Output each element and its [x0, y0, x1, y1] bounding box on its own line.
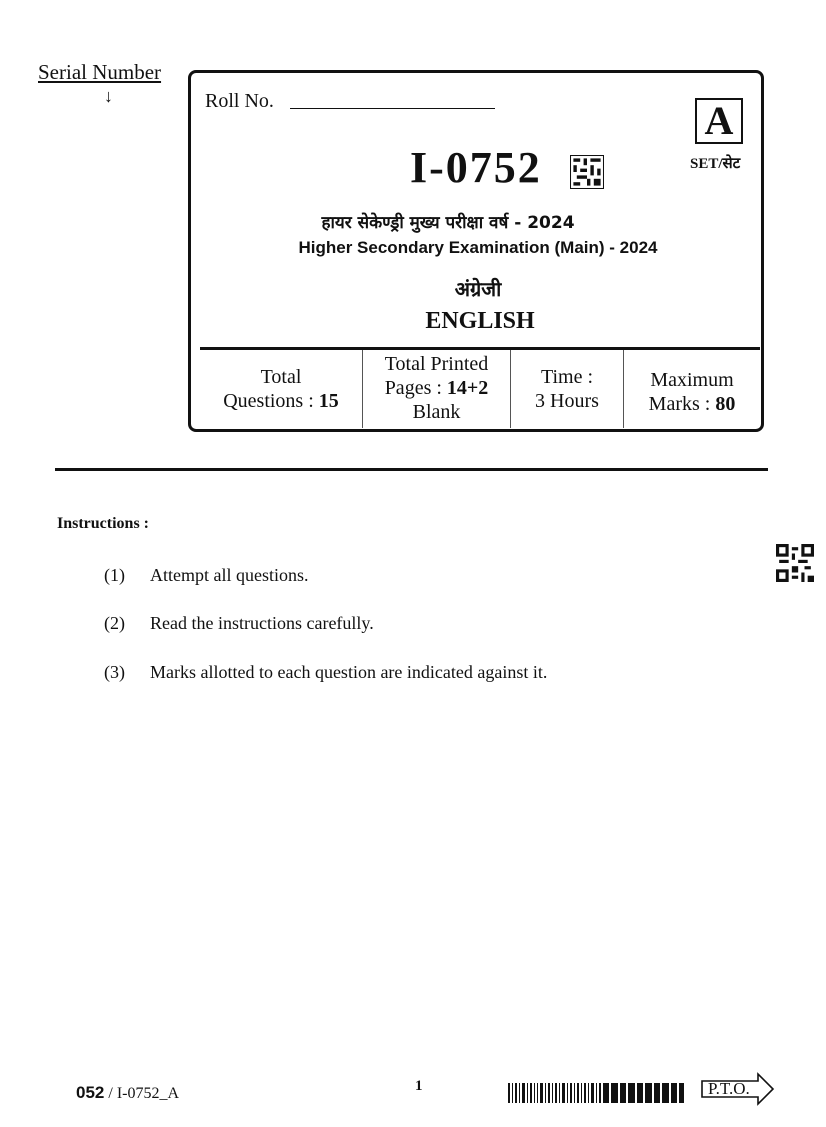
printed-pages-cell	[362, 350, 510, 428]
time-value: 3 Hours	[535, 390, 599, 412]
time-label: Time :	[540, 366, 594, 388]
subject-english: ENGLISH	[425, 308, 535, 334]
barcode-icon	[508, 1083, 684, 1103]
max-label: Maximum	[650, 369, 734, 391]
roll-number-label: Roll No.	[205, 90, 274, 112]
page-number: 1	[415, 1078, 423, 1094]
set-letter: A	[695, 98, 743, 144]
time-cell	[510, 350, 623, 428]
marks-value: 80	[715, 393, 736, 415]
instruction-item: (2) Read the instructions carefully.	[104, 613, 374, 633]
section-divider	[55, 468, 768, 471]
instructions-heading: Instructions :	[57, 515, 150, 532]
blank-label: Blank	[412, 401, 461, 423]
pto-marker	[700, 1072, 775, 1106]
marks-line: Marks : 80	[648, 393, 736, 415]
pages-line: Pages : 14+2	[384, 377, 489, 399]
pages-value: 14+2	[446, 377, 489, 399]
qr-code-icon	[776, 544, 814, 582]
exam-title-hindi: हायर सेकेण्ड्री मुख्य परीक्षा वर्ष - 2024	[321, 213, 575, 233]
total-label: Total	[260, 366, 302, 388]
roll-number-field[interactable]	[290, 108, 495, 109]
subject-hindi: अंग्रेजी	[454, 277, 502, 301]
max-marks-cell	[623, 350, 760, 428]
exam-title-english: Higher Secondary Examination (Main) - 2024	[298, 238, 658, 257]
set-label: SET/सेट	[690, 156, 741, 172]
paper-code: I-0752	[410, 143, 542, 192]
pto-label: P.T.O.	[708, 1079, 750, 1098]
footer-paper-code: 052 / I-0752_A	[76, 1083, 180, 1102]
printed-label: Total Printed	[384, 353, 489, 375]
total-questions-cell	[200, 350, 362, 428]
down-arrow-icon: ↓	[104, 86, 113, 106]
serial-number-label: Serial Number	[38, 60, 162, 84]
questions-value: 15	[318, 390, 339, 412]
instruction-item: (1) Attempt all questions.	[104, 565, 309, 585]
data-matrix-icon	[570, 155, 604, 189]
instruction-item: (3) Marks allotted to each question are indicated against it.	[104, 662, 548, 682]
questions-line: Questions : 15	[223, 390, 339, 412]
